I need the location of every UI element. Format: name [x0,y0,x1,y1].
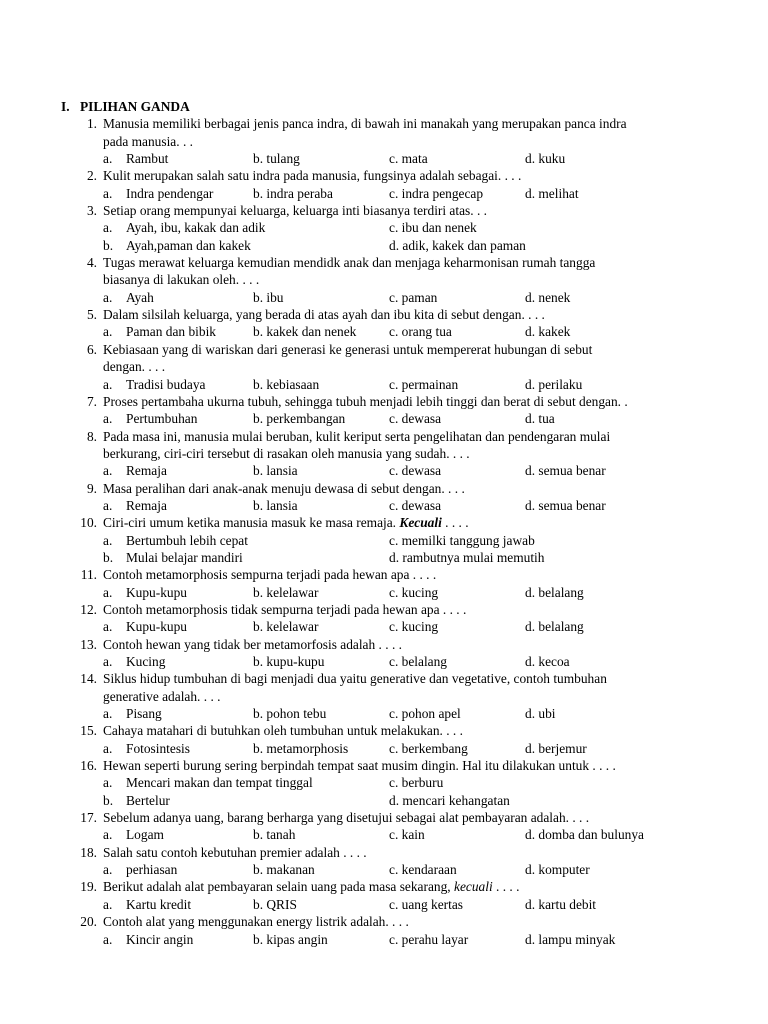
options-row [0,774,768,791]
question-text [103,913,409,930]
option-col-2: b. kelelawar [253,584,319,600]
option-col-3: c. permainan [389,376,459,392]
section-number: I. [61,99,70,114]
options-row [0,740,768,757]
question-text [103,636,402,653]
question-line [0,341,768,358]
question-line [0,393,768,410]
option-letter: a. [103,324,113,340]
question-text-main: Pada masa ini, manusia mulai beruban, kulit keriput serta pengelihatan dan pendengaran mulai [103,428,611,444]
options-row [0,653,768,670]
question-number: 18. [80,844,97,860]
option-col-2: b. tulang [253,151,300,167]
option-letter: a. [103,896,113,912]
option-text: Logam [126,827,164,843]
question-text [103,844,367,861]
options-row [0,618,768,635]
question-number: 16. [80,758,97,774]
question-text-main: Proses pertambaha ukurna tubuh, sehingga tubuh menjadi lebih tinggi dan berat di sebut dengan. . [103,393,628,409]
question-number: 2. [86,168,97,184]
option-letter: a. [103,584,113,600]
question-text-main: Ciri-ciri umum ketika manusia masuk ke masa remaja. [103,515,397,531]
option-letter: a. [103,827,113,843]
option-col-3: c. kain [389,827,425,843]
question-text-main: Siklus hidup tumbuhan di bagi menjadi dua yaitu generative dan vegetative, contoh tumbuhan [103,671,607,687]
question-text [103,809,589,826]
question-text [103,271,259,288]
option-letter: a. [103,654,113,669]
question-text-tail: . . . . [492,879,520,895]
option-text: Kupu-kupu [126,584,187,600]
options-row [0,792,768,809]
question-text-main: Hewan seperti burung sering berpindah tempat saat musim dingin. Hal itu dilakukan untuk . . . . [103,758,616,774]
options-row [0,323,768,340]
option-text: Paman dan bibik [126,324,217,340]
question-text [103,254,595,271]
question-item [0,913,768,948]
question-item [0,115,768,167]
options-row [0,289,768,306]
question-text-main: Tugas merawat keluarga kemudian mendidk anak dan menjaga keharmonisan rumah tangga [103,255,596,271]
question-text-main: Manusia memiliki berbagai jenis panca indra, di bawah ini manakah yang merupakan panca indra [103,116,627,132]
option-col-3: c. belalang [389,654,447,669]
option-letter: a. [103,220,113,236]
question-text-main: Kulit merupakan salah satu indra pada manusia, fungsinya adalah sebagai. . . . [103,168,522,184]
question-number: 8. [86,428,97,444]
option-col-3: c. pohon apel [389,706,461,722]
question-line [0,115,768,132]
option-col-3: d. rambutnya mulai memutih [389,549,545,565]
question-number: 10. [80,515,97,531]
section-heading [0,98,768,115]
options-row [0,185,768,202]
question-line [0,202,768,219]
question-text [103,670,607,687]
option-col-3: c. kendaraan [389,862,457,878]
option-col-4: d. komputer [525,862,590,878]
option-col-3: c. kucing [389,584,439,600]
question-number: 15. [80,723,97,739]
option-col-4: d. ubi [525,706,556,722]
question-item [0,566,768,601]
question-number: 6. [86,341,97,357]
question-number: 7. [86,393,97,409]
option-text: Indra pendengar [126,185,214,201]
question-line [0,480,768,497]
question-text-main: Berikut adalah alat pembayaran selain uang pada masa sekarang, [103,879,451,895]
option-col-2: b. QRIS [253,896,297,912]
question-text [103,393,628,410]
options-row [0,410,768,427]
question-text [103,358,165,375]
question-item [0,757,768,809]
question-text-main: Cahaya matahari di butuhkan oleh tumbuhan untuk melakukan. . . . [103,723,463,739]
question-line [0,636,768,653]
option-letter: a. [103,185,113,201]
question-text-main: Contoh hewan yang tidak ber metamorfosis adalah . . . . [103,636,402,652]
question-line [0,913,768,930]
question-item [0,670,768,722]
question-text [103,688,220,705]
question-text [103,514,469,531]
option-col-2: b. kakek dan nenek [253,324,357,340]
question-item [0,636,768,671]
option-text: Kartu kredit [126,896,192,912]
option-text: Pisang [126,706,162,722]
options-row [0,549,768,566]
question-number: 1. [86,116,97,132]
options-row [0,462,768,479]
option-col-2: b. kebiasaan [253,376,320,392]
option-col-2: b. tanah [253,827,296,843]
option-text: Tradisi budaya [126,376,206,392]
option-col-4: d. nenek [525,289,571,305]
question-line [0,428,768,445]
question-item [0,480,768,515]
question-item [0,428,768,480]
question-line [0,688,768,705]
option-col-2: b. makanan [253,862,315,878]
option-col-4: d. belalang [525,584,584,600]
option-letter: a. [103,532,113,548]
option-col-3: c. mata [389,151,428,167]
option-col-3: d. mencari kehangatan [389,792,510,808]
question-line [0,167,768,184]
question-item [0,341,768,393]
question-text-main: Setiap orang mempunyai keluarga, keluarga inti biasanya terdiri atas. . . [103,203,487,219]
question-item [0,393,768,428]
option-text: perhiasan [126,862,178,878]
option-text: Kucing [126,654,166,669]
question-text-main: Kebiasaan yang di wariskan dari generasi ke generasi untuk mempererat hubungan di sebut [103,341,593,357]
option-col-3: c. kucing [389,619,439,635]
option-letter: a. [103,411,113,427]
option-letter: a. [103,706,113,722]
option-col-4: d. semua benar [525,497,606,513]
question-text-main: Sebelum adanya uang, barang berharga yang disetujui sebagai alat pembayaran adalah. . . . [103,810,590,826]
option-col-3: c. dewasa [389,411,442,427]
option-text: Rambut [126,151,169,167]
question-text [103,757,616,774]
options-row [0,705,768,722]
option-col-4: d. belalang [525,619,584,635]
option-col-3: c. uang kertas [389,896,463,912]
question-number: 9. [86,480,97,496]
option-col-3: c. ibu dan nenek [389,220,477,236]
option-col-3: c. paman [389,289,438,305]
question-item [0,202,768,254]
question-text-main: biasanya di lakukan oleh. . . . [103,272,260,288]
question-number: 5. [86,307,97,323]
question-item [0,514,768,566]
question-number: 14. [80,671,97,687]
question-item [0,601,768,636]
question-text-main: berkurang, ciri-ciri tersebut di rasakan oleh manusia yang sudah. . . . [103,445,470,461]
question-list [0,115,768,948]
option-letter: a. [103,619,113,635]
question-number: 3. [86,203,97,219]
option-text: Pertumbuhan [126,411,198,427]
option-col-4: d. lampu minyak [525,931,616,947]
option-col-2: b. metamorphosis [253,740,349,756]
question-text [103,428,610,445]
option-text: Mencari makan dan tempat tinggal [126,775,313,791]
question-text-main: Contoh metamorphosis tidak sempurna terjadi pada hewan apa . . . . [103,601,467,617]
question-number: 4. [86,255,97,271]
question-line [0,254,768,271]
exam-document [0,98,768,948]
option-col-2: b. indra peraba [253,185,333,201]
option-text: Mulai belajar mandiri [126,549,243,565]
question-line [0,809,768,826]
option-col-4: d. semua benar [525,463,606,479]
question-line [0,271,768,288]
emphasis-word: kecuali [454,879,493,895]
option-col-2: b. lansia [253,497,298,513]
question-text [103,341,592,358]
option-col-4: d. kartu debit [525,896,597,912]
option-letter: a. [103,931,113,947]
question-line [0,566,768,583]
question-text [103,306,545,323]
option-col-3: c. berkembang [389,740,468,756]
question-number: 13. [80,636,97,652]
question-text-main: Masa peralihan dari anak-anak menuju dewasa di sebut dengan. . . . [103,480,465,496]
option-col-4: d. melihat [525,185,579,201]
question-text-tail: . . . . [441,515,469,531]
option-letter: b. [103,237,114,253]
option-col-4: d. tua [525,411,555,427]
question-text-main: Contoh alat yang menggunakan energy listrik adalah. . . . [103,914,409,930]
question-line [0,844,768,861]
question-text [103,133,193,150]
question-item [0,306,768,341]
option-col-3: c. perahu layar [389,931,469,947]
question-number: 19. [80,879,97,895]
question-text [103,115,627,132]
question-item [0,254,768,306]
question-text [103,480,465,497]
option-col-3: c. orang tua [389,324,452,340]
options-row [0,861,768,878]
option-text: Bertumbuh lebih cepat [126,532,248,548]
option-text: Remaja [126,463,167,479]
option-letter: a. [103,463,113,479]
section-title: PILIHAN GANDA [80,99,190,114]
option-col-2: b. perkembangan [253,411,346,427]
option-col-4: d. domba dan bulunya [525,827,645,843]
options-row [0,376,768,393]
question-number: 17. [80,810,97,826]
option-text: Kupu-kupu [126,619,187,635]
option-col-3: c. indra pengecap [389,185,484,201]
option-col-4: d. kecoa [525,654,570,669]
question-text-main: Contoh metamorphosis sempurna terjadi pada hewan apa . . . . [103,567,437,583]
option-letter: a. [103,775,113,791]
option-col-3: c. dewasa [389,497,442,513]
option-col-4: d. berjemur [525,740,587,756]
option-col-4: d. kakek [525,324,571,340]
option-letter: b. [103,792,114,808]
option-text: Remaja [126,497,167,513]
question-text [103,445,470,462]
question-text [103,167,521,184]
option-col-3: c. berburu [389,775,444,791]
option-letter: a. [103,497,113,513]
question-line [0,514,768,531]
options-row [0,896,768,913]
emphasis-word: Kecuali [399,515,442,531]
option-letter: a. [103,376,113,392]
question-line [0,306,768,323]
options-row [0,497,768,514]
option-text: Ayah [126,289,154,305]
option-col-2: b. kipas angin [253,931,328,947]
option-text: Ayah, ibu, kakak dan adik [126,220,266,236]
options-row [0,219,768,236]
question-number: 20. [80,914,97,930]
option-col-2: b. kupu-kupu [253,654,325,669]
option-letter: a. [103,289,113,305]
option-col-2: b. lansia [253,463,298,479]
question-text [103,878,519,895]
option-letter: a. [103,862,113,878]
question-text [103,601,466,618]
option-text: Ayah,paman dan kakek [126,237,251,253]
question-line [0,878,768,895]
option-col-3: c. dewasa [389,463,442,479]
option-col-2: b. pohon tebu [253,706,327,722]
option-text: Bertelur [126,792,170,808]
option-col-2: b. ibu [253,289,284,305]
question-line [0,133,768,150]
question-item [0,722,768,757]
option-letter: b. [103,549,114,565]
question-item [0,844,768,879]
question-text-main: dengan. . . . [103,359,166,375]
question-text-main: Salah satu contoh kebutuhan premier adalah . . . . [103,844,367,860]
option-text: Kincir angin [126,931,194,947]
question-line [0,601,768,618]
options-row [0,150,768,167]
question-text [103,202,487,219]
question-text [103,722,463,739]
option-col-2: b. kelelawar [253,619,319,635]
option-col-4: d. kuku [525,151,566,167]
option-col-3: c. memilki tanggung jawab [389,532,535,548]
option-letter: a. [103,151,113,167]
question-line [0,445,768,462]
option-col-3: d. adik, kakek dan paman [389,237,526,253]
question-line [0,757,768,774]
question-item [0,167,768,202]
option-col-4: d. perilaku [525,376,583,392]
options-row [0,584,768,601]
question-number: 11. [80,567,97,583]
question-line [0,358,768,375]
question-text-main: Dalam silsilah keluarga, yang berada di atas ayah dan ibu kita di sebut dengan. . . . [103,307,545,323]
question-item [0,878,768,913]
question-text [103,566,436,583]
option-letter: a. [103,740,113,756]
options-row [0,826,768,843]
options-row [0,532,768,549]
question-text-main: pada manusia. . . [103,133,193,149]
question-line [0,670,768,687]
option-text: Fotosintesis [126,740,190,756]
question-number: 12. [80,601,97,617]
question-line [0,722,768,739]
question-item [0,809,768,844]
options-row [0,237,768,254]
options-row [0,931,768,948]
question-text-main: generative adalah. . . . [103,688,221,704]
